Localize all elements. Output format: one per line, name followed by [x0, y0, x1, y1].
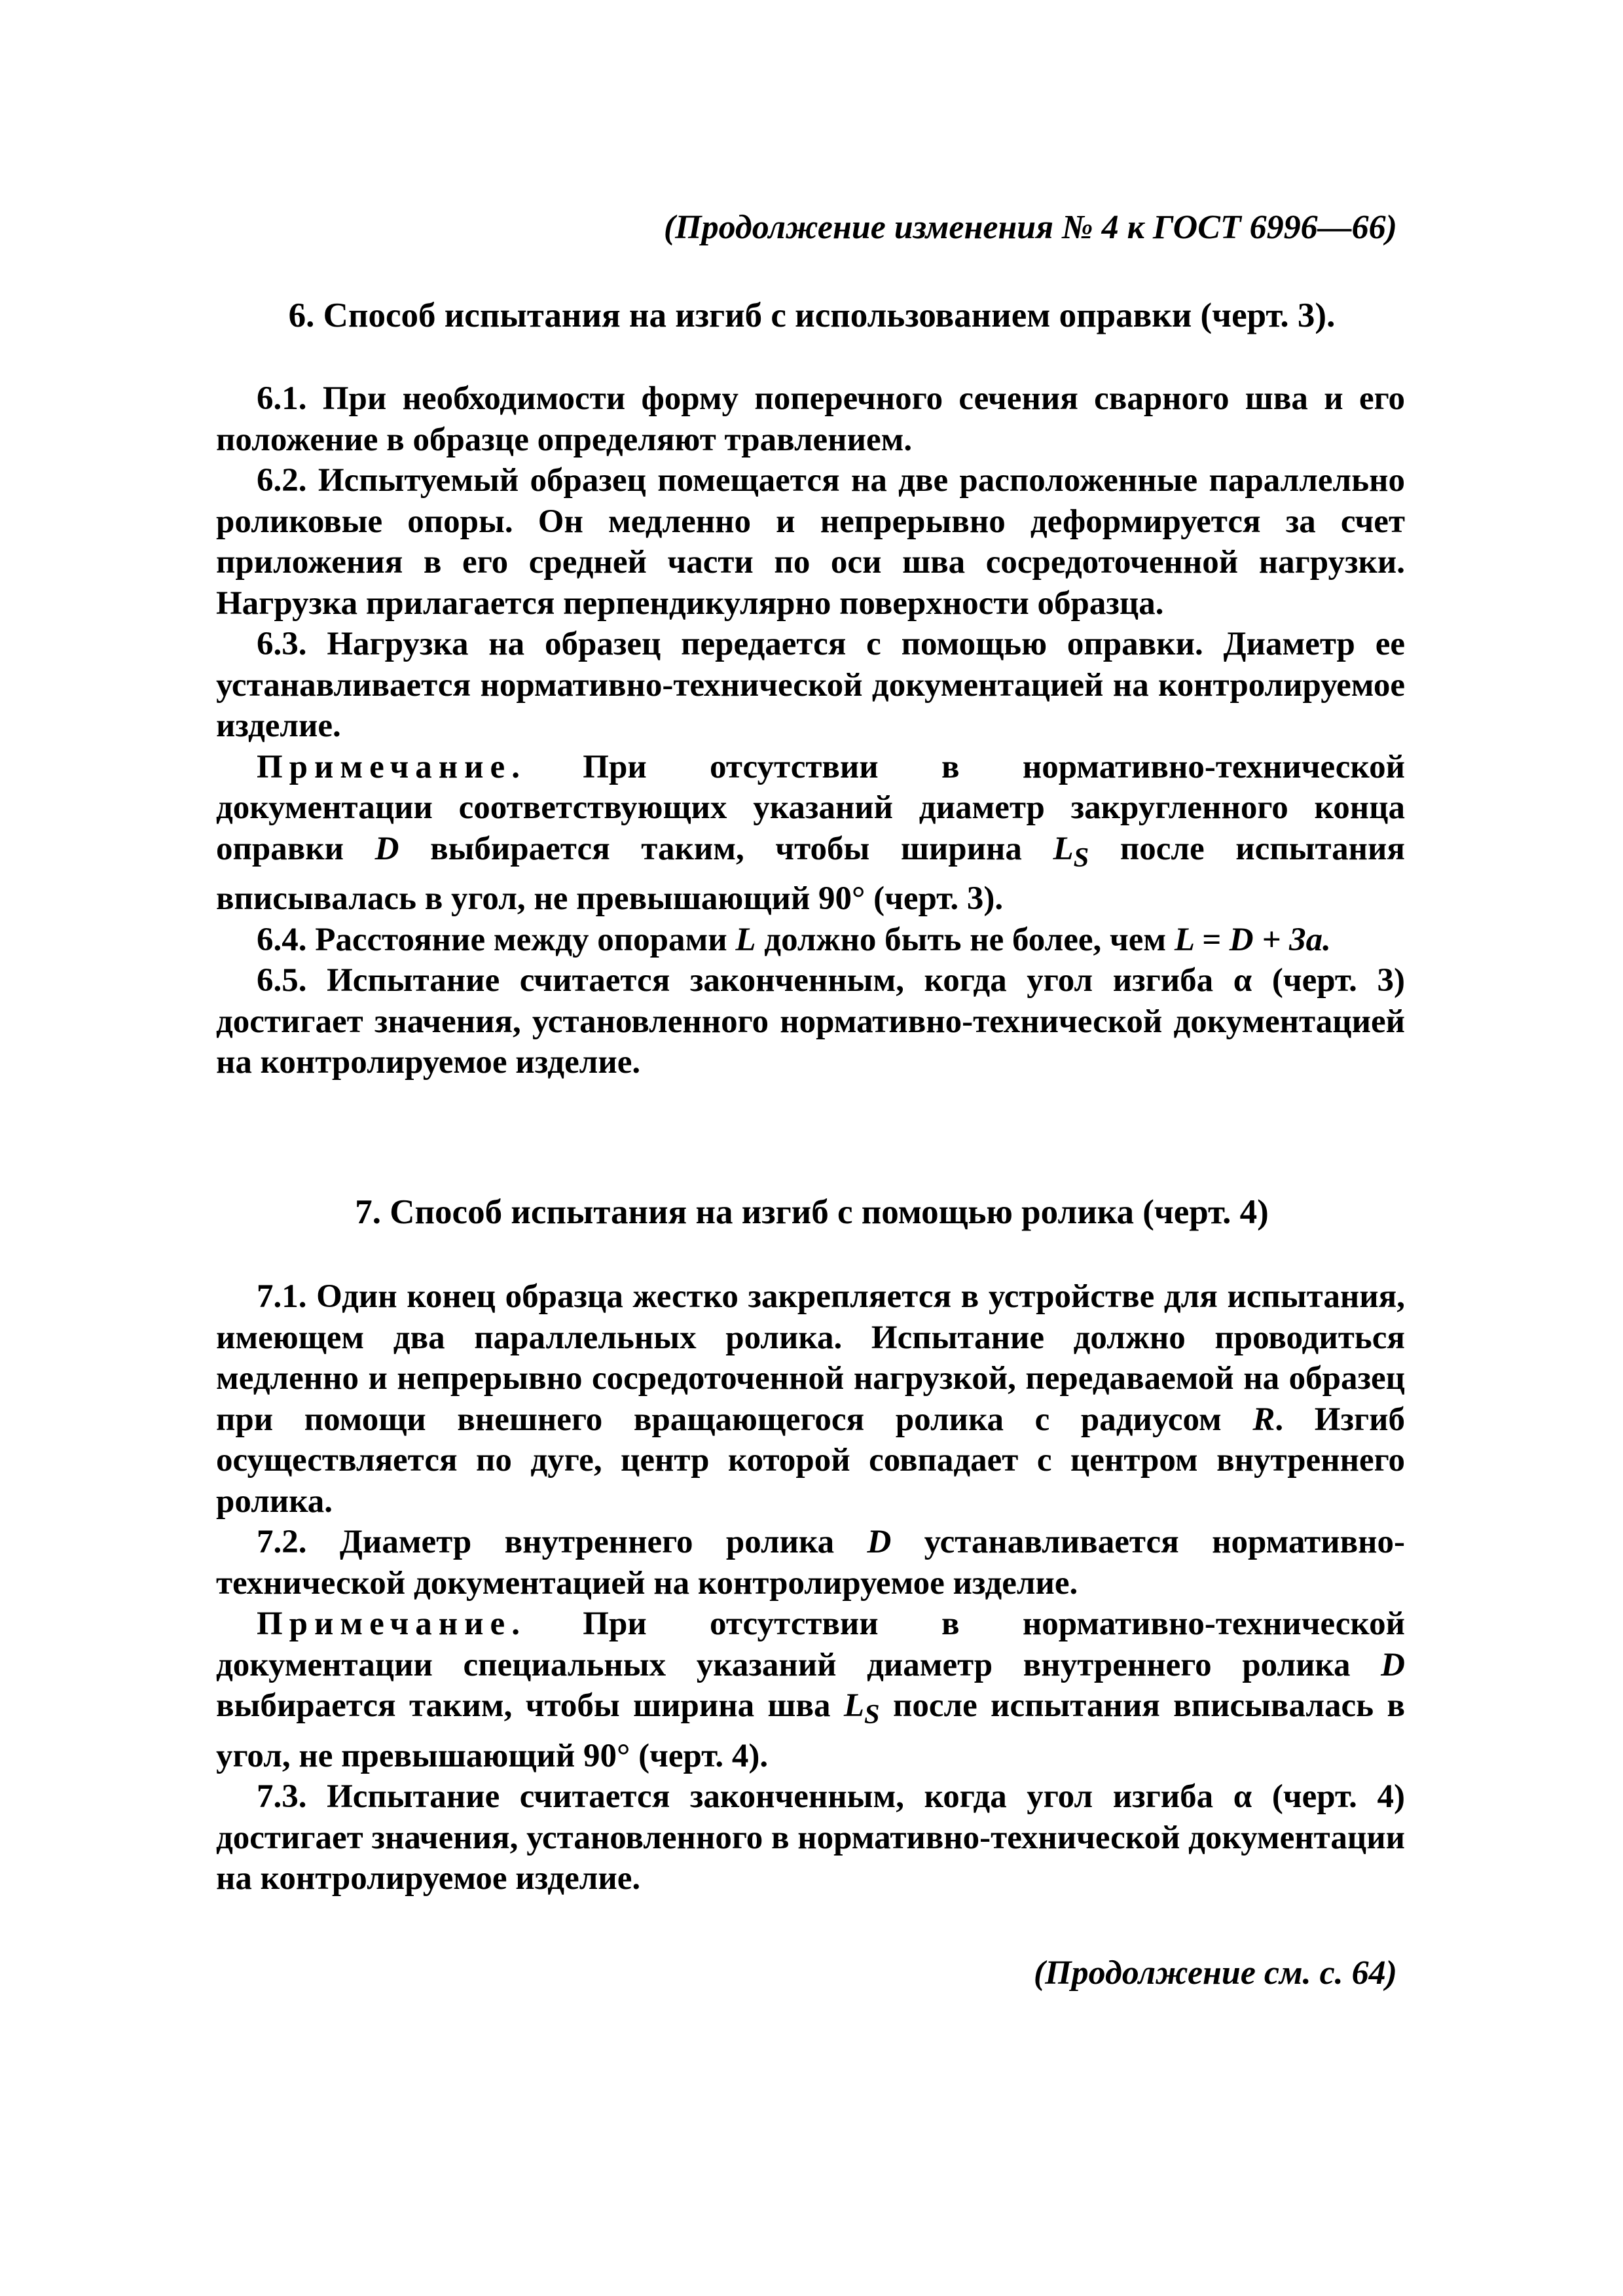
continuation-footer: (Продолжение см. с. 64)	[1033, 1954, 1397, 1992]
paragraph-6-1: 6.1. При необходимости форму поперечного сечения сварного шва и его положение в образце определяют травлением.	[216, 380, 1405, 458]
paragraph-6-2: 6.2. Испытуемый образец помещается на две расположенные параллельно роликовые опоры. Он медленно и непрерывно деформируется за счет приложения в его средней части по оси шва сосредоточенной нагрузки. Нагрузка прилагается перпендикулярно поверхности образца.	[216, 462, 1405, 622]
paragraph-7-3: 7.3. Испытание считается законченным, когда угол изгиба α (черт. 4) достигает значения, установленного в нормативно-технической документации на контролируемое изделие.	[216, 1778, 1405, 1897]
section-7-body	[216, 1276, 1405, 1899]
paragraph-7-2: 7.2. Диаметр внутреннего ролика D устанавливается нормативно-технической документацией на контролируемое изделие.	[216, 1524, 1405, 1602]
paragraph-7-1: 7.1. Один конец образца жестко закрепляется в устройстве для испытания, имеющем два параллельных ролика. Испытание должно проводиться медленно и непрерывно сосредоточенной нагрузкой, передаваемой на образец при помощи внешнего вращающегося ролика с радиусом R. Изгиб осуществляется по дуге, центр которой совпадает с центром внутреннего ролика.	[216, 1278, 1405, 1520]
continuation-header: (Продолжение изменения № 4 к ГОСТ 6996—66)	[663, 209, 1397, 246]
section-6-body	[216, 378, 1405, 1083]
note-6: Примечание. При отсутствии в нормативно-технической документации соответствующих указаний диаметр закругленного конца оправки D выбирается таким, чтобы ширина $L_S$ после испытания вписывалась в угол, не превышающий 90° (черт. 3).	[216, 748, 1405, 918]
paragraph-6-3: 6.3. Нагрузка на образец передается с помощью оправки. Диаметр ее устанавливается нормативно-технической документацией на контролируемое изделие.	[216, 626, 1405, 744]
section-6-title: 6. Способ испытания на изгиб с использованием оправки (черт. 3).	[288, 296, 1336, 334]
paragraph-6-4: 6.4. Расстояние между опорами L должно быть не более, чем L = D + 3a.	[257, 921, 1331, 958]
paragraph-6-5: 6.5. Испытание считается законченным, когда угол изгиба α (черт. 3) достигает значения, установленного нормативно-технической документацией на контролируемое изделие.	[216, 962, 1405, 1081]
note-label: Примечание	[257, 748, 512, 785]
note-label: Примечание	[257, 1605, 512, 1642]
section-7-title: 7. Способ испытания на изгиб с помощью ролика (черт. 4)	[355, 1193, 1269, 1231]
note-7: Примечание. При отсутствии в нормативно-технической документации специальных указаний диаметр внутреннего ролика D выбирается таким, чтобы ширина шва $L_S$ после испытания вписывалась в угол, не превышающий 90° (черт. 4).	[216, 1605, 1405, 1774]
